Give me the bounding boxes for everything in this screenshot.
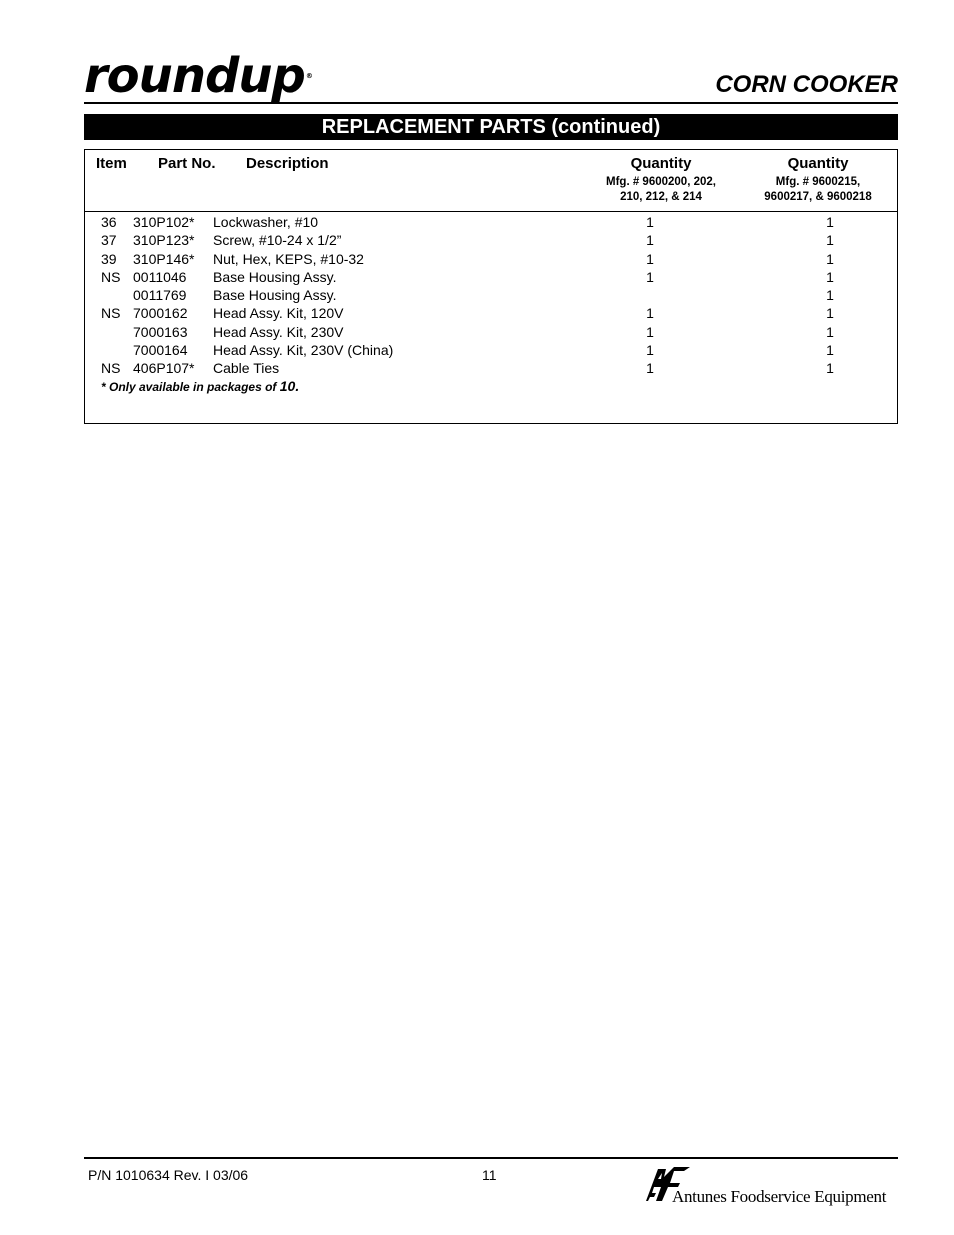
cell-description: Lockwasher, #10 [213, 214, 319, 230]
roundup-logo: roundup® [84, 48, 312, 104]
cell-quantity-2: 1 [826, 342, 834, 359]
company-name: Antunes Foodservice Equipment [672, 1187, 887, 1206]
page-header [84, 48, 898, 104]
parts-table [84, 149, 898, 424]
cell-quantity-2: 1 [826, 323, 834, 340]
table-row [85, 231, 897, 249]
table-row [85, 250, 897, 268]
cell-description: Screw, #10-24 x 1/2” [213, 232, 342, 249]
table-header [85, 150, 897, 212]
page-footer [84, 1157, 898, 1209]
cell-description: Base Housing Assy. [213, 268, 337, 285]
cell-part-no: 0011769 [133, 287, 187, 304]
cell-part-no: 7000164 [133, 342, 188, 359]
cell-part-no: 7000163 [133, 323, 188, 340]
cell-quantity-1: 1 [646, 323, 654, 340]
cell-quantity-2: 1 [826, 360, 834, 377]
cell-quantity-1: 1 [646, 342, 654, 359]
cell-quantity-2: 1 [826, 305, 834, 322]
cell-description: Nut, Hex, KEPS, #10-32 [213, 250, 364, 267]
cell-quantity-1: 1 [646, 360, 654, 377]
table-row [85, 304, 897, 322]
table-row [85, 323, 897, 341]
cell-quantity-1: 1 [646, 232, 654, 249]
cell-quantity-1: 1 [646, 268, 654, 285]
registered-mark: ® [305, 72, 312, 80]
cell-part-no: 310P146* [133, 250, 195, 267]
cell-item: 39 [101, 250, 117, 267]
cell-description: Cable Ties [213, 360, 280, 377]
cell-quantity-2: 1 [826, 232, 834, 249]
footnote: * Only available in packages of 10. [101, 378, 300, 394]
page-number: 11 [482, 1167, 497, 1183]
cell-part-no: 310P102* [133, 214, 195, 230]
cell-item: NS [101, 360, 121, 377]
document-title: CORN COOKER [715, 71, 898, 98]
header-part-no: Part No. [158, 155, 216, 172]
quantity-2-models: Mfg. # 9600215, 9600217, & 9600218 [764, 176, 872, 203]
table-row [85, 213, 897, 231]
quantity-1-models: Mfg. # 9600200, 202, 210, 212, & 214 [606, 176, 716, 203]
cell-quantity-2: 1 [826, 250, 834, 267]
cell-part-no: 406P107* [133, 360, 195, 377]
cell-description: Head Assy. Kit, 120V [213, 305, 344, 322]
cell-item: NS [101, 268, 121, 285]
cell-quantity-1: 1 [646, 250, 654, 267]
cell-quantity-1: 1 [646, 305, 654, 322]
antunes-logo [644, 1163, 898, 1206]
section-banner: REPLACEMENT PARTS (continued) [84, 114, 898, 140]
cell-part-no: 0011046 [133, 268, 187, 285]
part-number: P/N 1010634 Rev. I 03/06 [88, 1167, 249, 1183]
table-row [85, 359, 897, 377]
cell-item: 37 [101, 232, 117, 249]
header-item: Item [96, 155, 127, 172]
header-quantity-1: Quantity Mfg. # 9600200, 202, 210, 212, & 214 [581, 155, 741, 205]
cell-description: Head Assy. Kit, 230V (China) [213, 342, 394, 359]
cell-description: Head Assy. Kit, 230V [213, 323, 344, 340]
cell-part-no: 7000162 [133, 305, 188, 322]
header-quantity-2: Quantity Mfg. # 9600215, 9600217, & 9600218 [738, 155, 898, 205]
cell-quantity-2: 1 [826, 268, 834, 285]
cell-quantity-1: 1 [646, 214, 654, 230]
cell-quantity-2: 1 [826, 214, 834, 230]
cell-quantity-2: 1 [826, 287, 834, 304]
table-body [85, 213, 897, 378]
table-row [85, 268, 897, 286]
cell-part-no: 310P123* [133, 232, 195, 249]
table-row [85, 286, 897, 304]
table-row [85, 341, 897, 359]
cell-description: Base Housing Assy. [213, 287, 337, 304]
cell-item: NS [101, 305, 121, 322]
cell-item: 36 [101, 214, 117, 230]
header-description: Description [246, 155, 329, 172]
